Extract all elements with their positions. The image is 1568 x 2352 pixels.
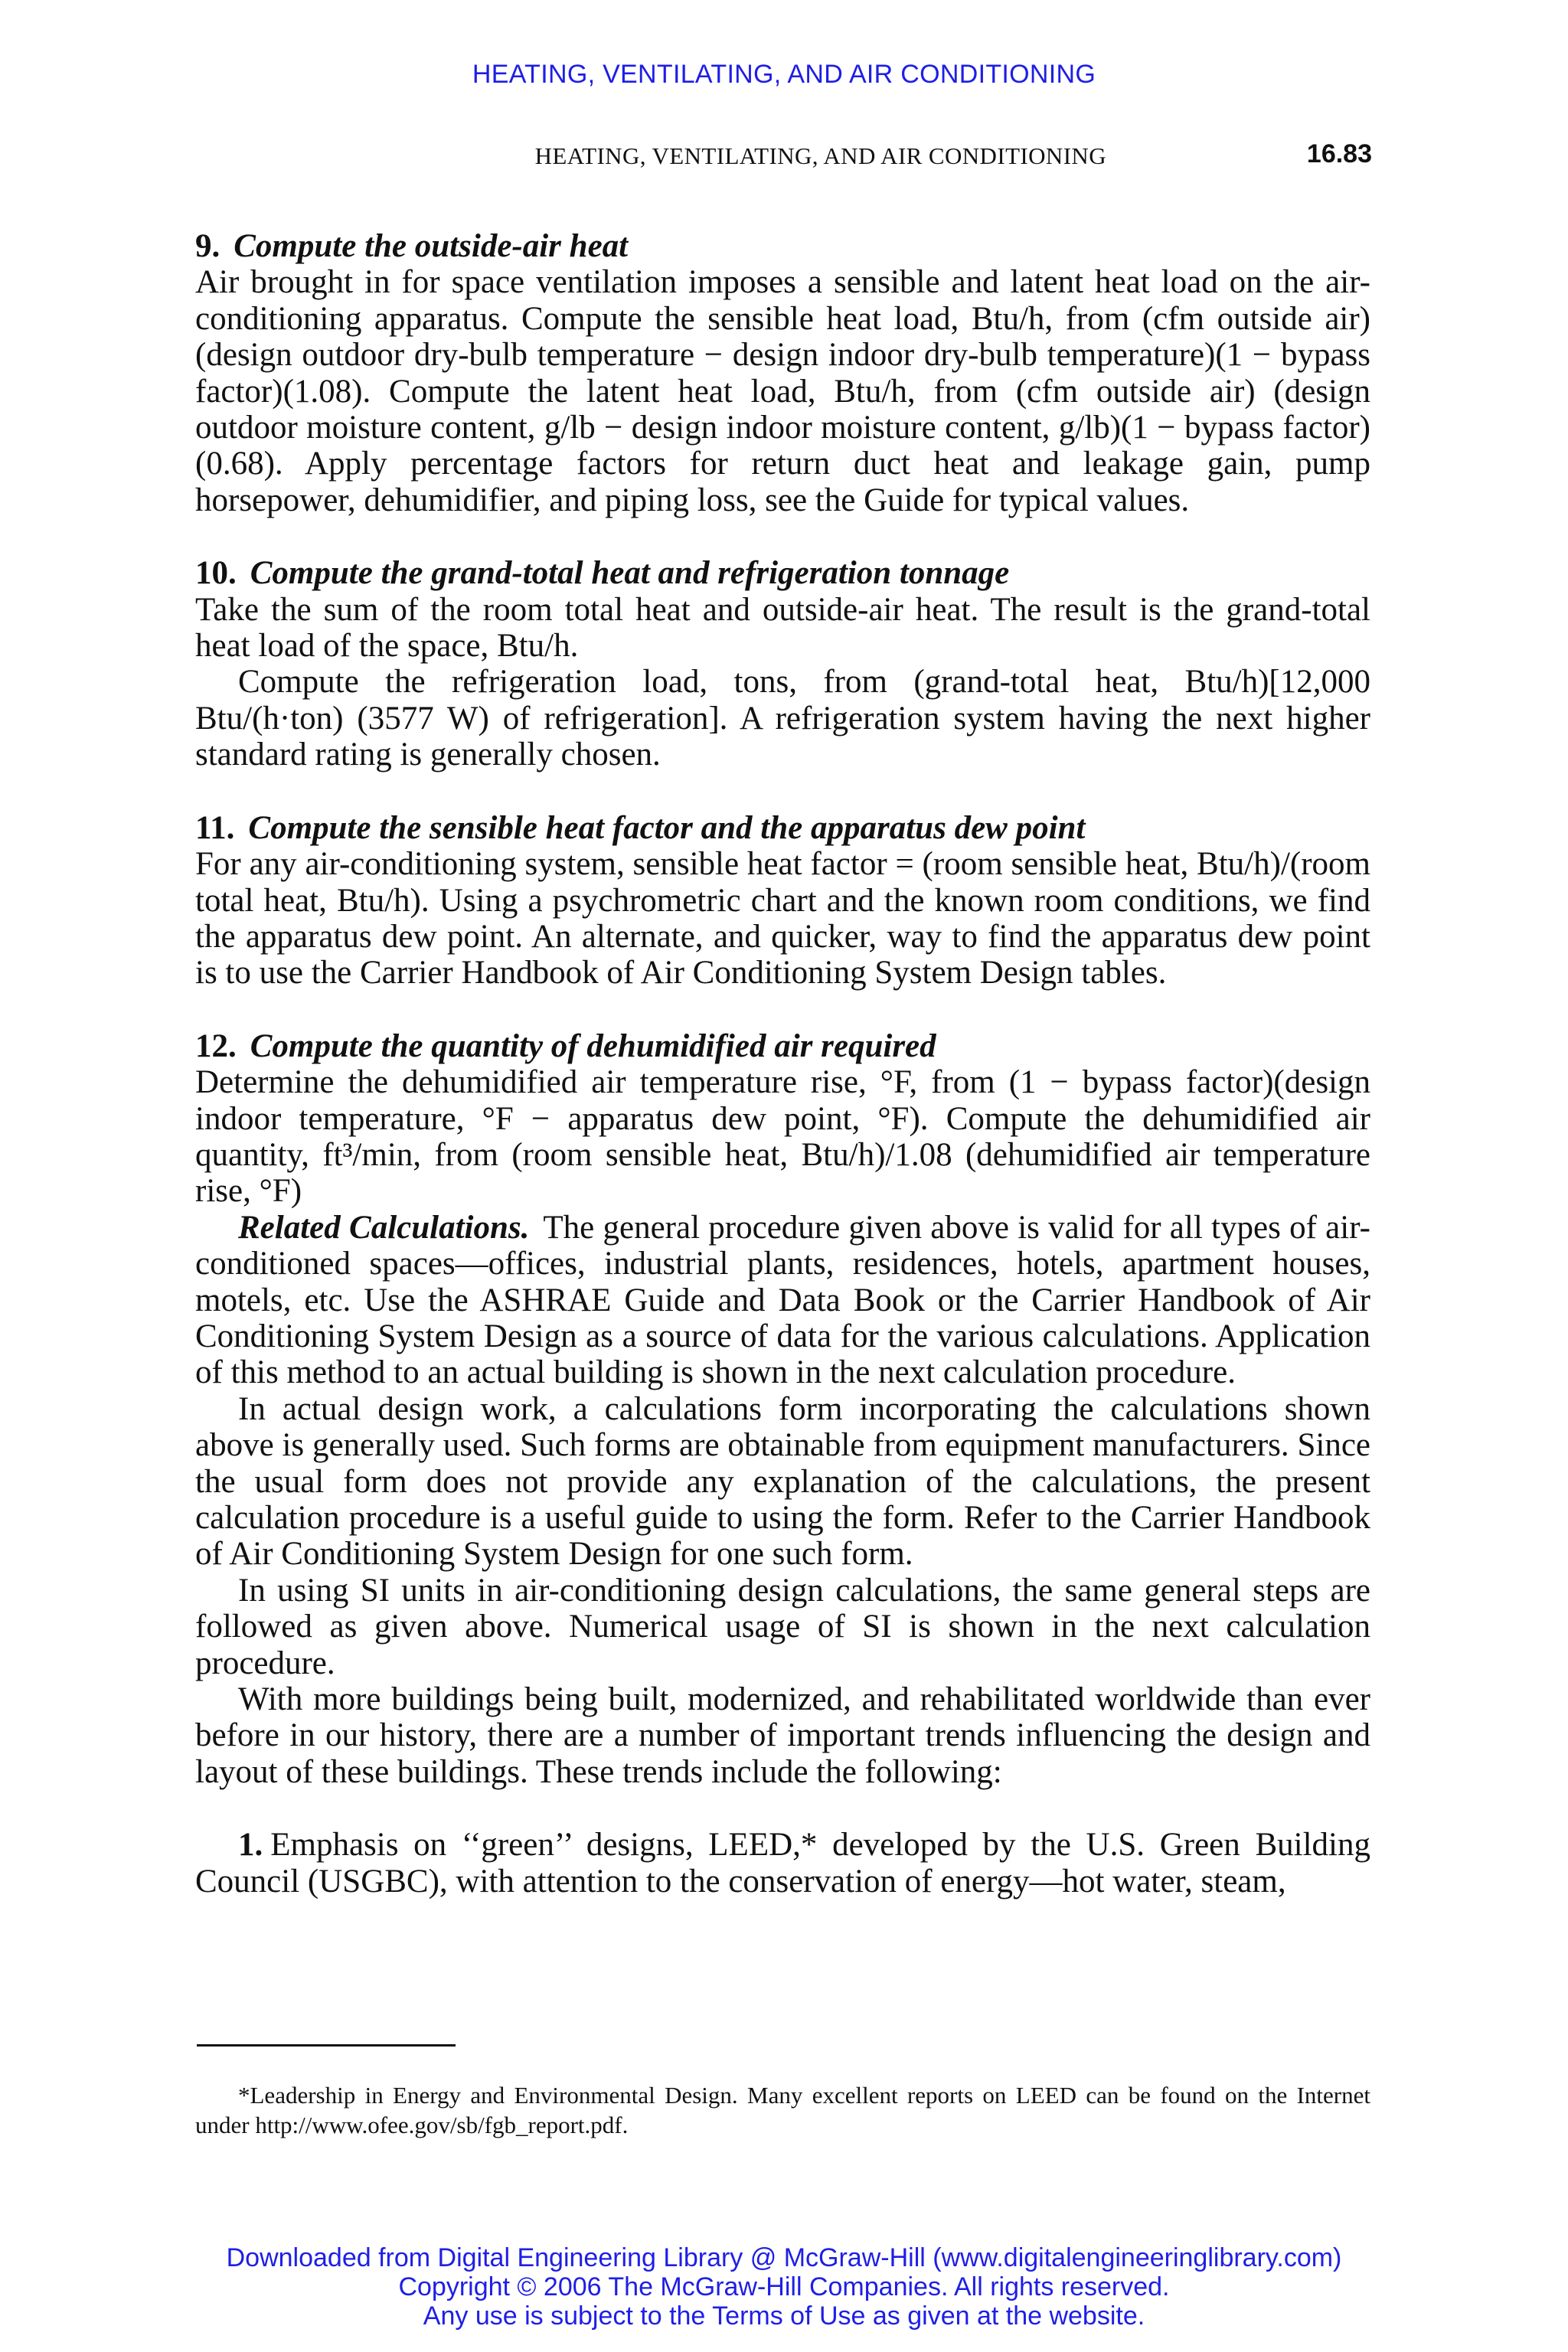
step-11 — [195, 810, 1370, 991]
step-title: Compute the grand-total heat and refrigeration tonnage — [250, 555, 1010, 592]
paragraph: Determine the dehumidified air temperature rise, °F, from (1 − bypass factor)(design indoor temperature, °F − apparatus dew point, °F). Compute the dehumidified air quantity, ft³/min, from (room sensible heat, Btu/h)/1.08 (dehumidified air temperature rise, °F) — [195, 1064, 1370, 1210]
paragraph: In actual design work, a calculations form incorporating the calculations shown above is generally used. Such forms are obtainable from equipment manufacturers. Since the usual form does not provide any explanation of the calculations, the present calculation procedure is a useful guide to using the form. Refer to the Carrier Handbook of Air Conditioning System Design for one such form. — [195, 1390, 1370, 1573]
step-number: 11. — [195, 809, 235, 846]
paragraph: Compute the refrigeration load, tons, from (grand-total heat, Btu/h)[12,000 Btu/(h·ton) (3577 W) of refrigeration]. A refrigeration system having the next higher standard rating is generally chosen. — [195, 664, 1370, 773]
step-title: Compute the quantity of dehumidified air required — [250, 1027, 936, 1064]
footnote: *Leadership in Energy and Environmental Design. Many excellent reports on LEED can be found on the Internet under http://www.ofee.gov/sb/fgb_report.pdf. — [195, 2082, 1370, 2138]
footer-download-link[interactable]: Downloaded from Digital Engineering Library @ McGraw-Hill (www.digitalengineeringlibrary.com) — [226, 2243, 1342, 2272]
step-heading — [195, 1028, 1370, 1064]
step-title: Compute the outside-air heat — [234, 228, 629, 264]
related-calculations — [195, 1210, 1370, 1391]
footnote-rule — [197, 2044, 456, 2047]
paragraph: With more buildings being built, modernized, and rehabilitated worldwide than ever before in our history, there are a number of important trends influencing the design and layout of these buildings. These trends include the following: — [195, 1681, 1370, 1790]
footer — [0, 2243, 1568, 2331]
step-heading — [195, 810, 1370, 846]
step-number: 10. — [195, 555, 237, 592]
list-item — [195, 1827, 1370, 1900]
paragraph: The general procedure given above is valid for all types of air-conditioned spaces—offices, industrial plants, residences, hotels, apartment houses, motels, etc. Use the ASHRAE Guide and Data Book or the Carrier Handbook of Air Conditioning System Design as a source of data for the various calculations. Application of this method to an actual building is shown in the next calculation procedure. — [195, 1209, 1370, 1391]
step-title: Compute the sensible heat factor and the apparatus dew point — [248, 809, 1086, 846]
paragraph: In using SI units in air-conditioning design calculations, the same general steps are followed as given above. Numerical usage of SI is shown in the next calculation procedure. — [195, 1572, 1370, 1681]
step-number: 12. — [195, 1027, 237, 1064]
related-calculations-label: Related Calculations. — [238, 1209, 530, 1246]
step-heading — [195, 228, 1370, 264]
footer-copyright[interactable]: Copyright © 2006 The McGraw-Hill Companies. All rights reserved. — [398, 2272, 1170, 2301]
step-10 — [195, 555, 1370, 773]
step-number: 9. — [195, 228, 220, 264]
body-text — [195, 228, 1370, 1900]
list-text: Emphasis on ‘‘green’’ designs, LEED,* developed by the U.S. Green Building Council (USGBC), with attention to the conservation of energy—hot water, steam, — [195, 1827, 1370, 1900]
step-9 — [195, 228, 1370, 518]
step-12 — [195, 1028, 1370, 1791]
top-banner[interactable]: HEATING, VENTILATING, AND AIR CONDITIONING — [472, 60, 1096, 89]
list-number: 1. — [238, 1827, 263, 1864]
paragraph: For any air-conditioning system, sensible heat factor = (room sensible heat, Btu/h)/(room total heat, Btu/h). Using a psychrometric chart and the known room conditions, we find the apparatus dew point. An alternate, and quicker, way to find the apparatus dew point is to use the Carrier Handbook of Air Conditioning System Design tables. — [195, 846, 1370, 991]
paragraph: Air brought in for space ventilation imposes a sensible and latent heat load on the air-conditioning apparatus. Compute the sensible heat load, Btu/h, from (cfm outside air)(design outdoor dry-bulb temperature − design indoor dry-bulb temperature)(1 − bypass factor)(1.08). Compute the latent heat load, Btu/h, from (cfm outside air) (design outdoor moisture content, g/lb − design indoor moisture content, g/lb)(1 − bypass factor)(0.68). Apply percentage factors for return duct heat and leakage gain, pump horsepower, dehumidifier, and piping loss, see the Guide for typical values. — [195, 264, 1370, 518]
running-head: HEATING, VENTILATING, AND AIR CONDITIONING — [534, 142, 1106, 169]
paragraph: Take the sum of the room total heat and outside-air heat. The result is the grand-total heat load of the space, Btu/h. — [195, 591, 1370, 665]
footer-terms[interactable]: Any use is subject to the Terms of Use as given at the website. — [423, 2301, 1145, 2331]
step-heading — [195, 555, 1370, 591]
page-number: 16.83 — [1306, 139, 1372, 168]
